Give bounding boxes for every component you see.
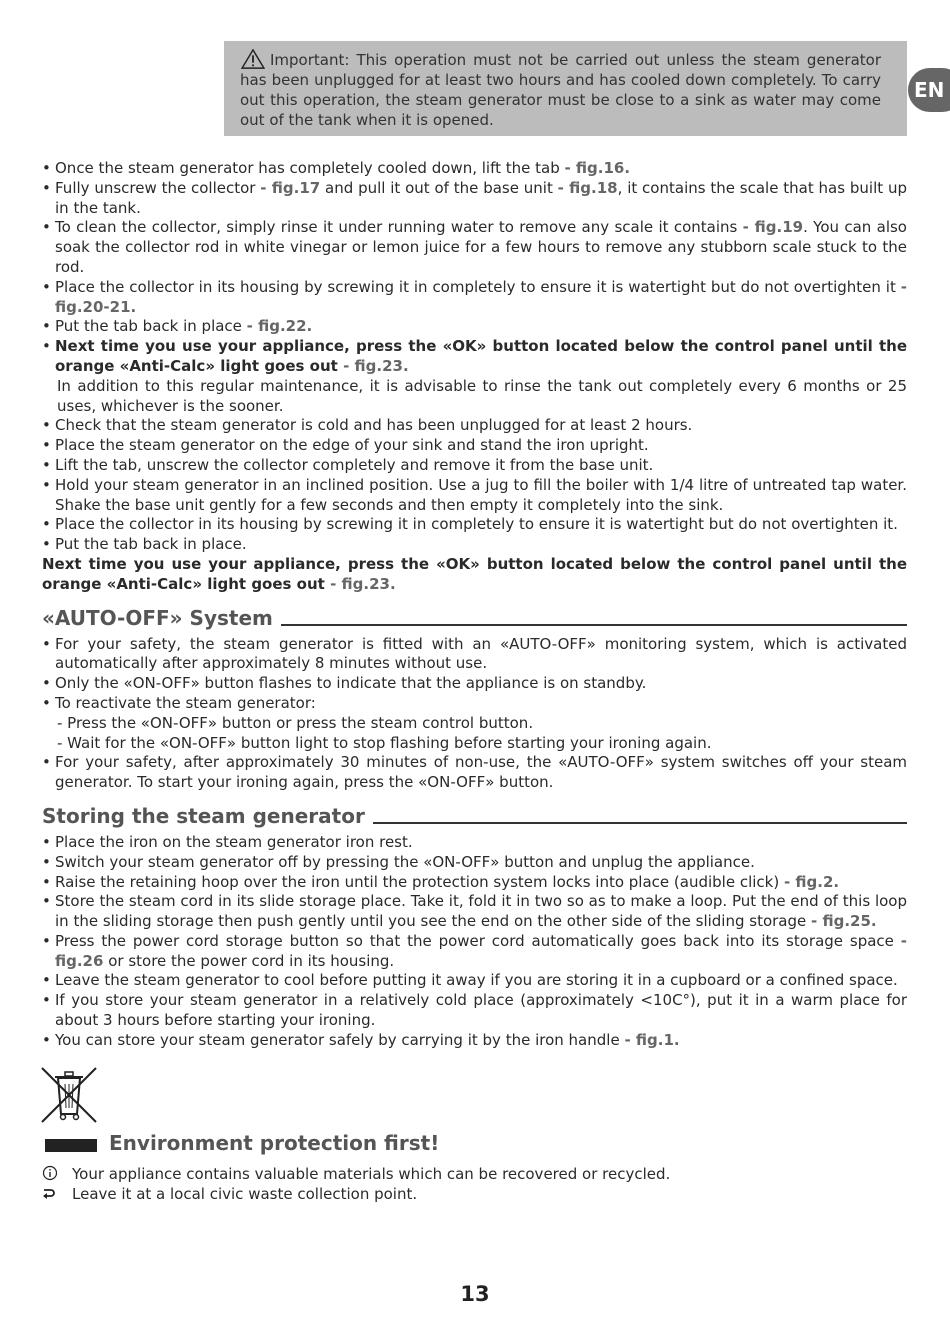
info-icon	[42, 1165, 58, 1181]
warning-triangle-icon	[240, 49, 266, 69]
section-title: «AUTO-OFF» System	[42, 605, 273, 630]
heading-rule	[373, 822, 907, 824]
list-item: • Only the «ON-OFF» button flashes to indicate that the appliance is on standby.	[42, 674, 907, 694]
warning-box	[224, 41, 907, 136]
final-instruction: Next time you use your appliance, press the «OK» button located below the control panel until the orange «Anti-Calc» light goes out - fig.23.	[42, 554, 907, 593]
list-item: • Store the steam cord in its slide storage place. Take it, fold it in two so as to make a loop. Put the end of this loop in the sliding storage then push gently until you see the end on the other side of the sliding storage - fig.25.	[42, 892, 907, 932]
list-item: • Place the collector in its housing by screwing it in completely to ensure it is watertight but do not overtighten it.	[42, 515, 907, 535]
warning-text: Important: This operation must not be carried out unless the steam generator has been unplugged for at least two hours and has cooled down completely. To carry out this operation, the steam generator must be close to a sink as water may come out of the tank when it is opened.	[240, 51, 881, 129]
list-item: • Switch your steam generator off by pressing the «ON-OFF» button and unplug the appliance.	[42, 853, 907, 873]
list-item: • Put the tab back in place.	[42, 535, 907, 555]
list-item: • Raise the retaining hoop over the iron until the protection system locks into place (audible click) - fig.2.	[42, 873, 907, 893]
list-item: • Place the steam generator on the edge of your sink and stand the iron upright.	[42, 436, 907, 456]
environment-line: Leave it at a local civic waste collection point.	[42, 1184, 417, 1204]
heading-rule	[281, 624, 907, 626]
list-item: • For your safety, after approximately 30 minutes of non-use, the «AUTO-OFF» system switches off your steam generator. To start your ironing again, press the «ON-OFF» button.	[42, 753, 907, 793]
list-item: • Place the collector in its housing by screwing it in completely to ensure it is watertight but do not overtighten it - fig.20-21.	[42, 278, 907, 318]
list-item: • Check that the steam generator is cold and has been unplugged for at least 2 hours.	[42, 416, 907, 436]
list-item: • Leave the steam generator to cool before putting it away if you are storing it in a cupboard or a confined space.	[42, 971, 907, 991]
list-item: • For your safety, the steam generator is fitted with an «AUTO-OFF» monitoring system, which is activated automatically after approximately 8 minutes without use.	[42, 635, 907, 675]
list-item: • Hold your steam generator in an inclined position. Use a jug to fill the boiler with 1/4 litre of untreated tap water. Shake the base unit gently for a few seconds and then empty it completely into the sink.	[42, 476, 907, 516]
language-badge: EN	[908, 68, 950, 112]
sub-item: - Wait for the «ON-OFF» button light to stop flashing before starting your ironing again.	[57, 733, 712, 752]
list-item: • Fully unscrew the collector - fig.17 and pull it out of the base unit - fig.18, it contains the scale that has built up in the tank.	[42, 179, 907, 219]
auto-off-heading	[42, 605, 907, 631]
main-content	[42, 159, 907, 1051]
list-item: • Put the tab back in place - fig.22.	[42, 317, 907, 337]
list-item: • If you store your steam generator in a relatively cold place (approximately <10C°), put it in a warm place for about 3 hours before starting your ironing.	[42, 991, 907, 1031]
section-bar	[45, 1139, 97, 1152]
list-item: • Press the power cord storage button so that the power cord automatically goes back into its storage space - fig.26 or store the power cord in its housing.	[42, 932, 907, 972]
crossed-bin-icon	[40, 1064, 98, 1126]
list-item: • To clean the collector, simply rinse it under running water to remove any scale it contains - fig.19. You can also soak the collector rod in white vinegar or lemon juice for a few hours to remove any stubborn scale stuck to the rod.	[42, 218, 907, 277]
list-item: • You can store your steam generator safely by carrying it by the iron handle - fig.1.	[42, 1031, 907, 1051]
arrow-right-icon	[42, 1186, 58, 1200]
storing-heading	[42, 803, 907, 829]
continuation-text: In addition to this regular maintenance, it is advisable to rinse the tank out completely every 6 months or 25 uses, whichever is the sooner.	[57, 376, 907, 415]
page-number: 13	[460, 1282, 490, 1306]
environment-line: Your appliance contains valuable materials which can be recovered or recycled.	[42, 1164, 670, 1184]
list-item: • Place the iron on the steam generator iron rest.	[42, 833, 907, 853]
list-item: • Next time you use your appliance, press the «OK» button located below the control panel until the orange «Anti-Calc» light goes out - fig.23.	[42, 337, 907, 377]
sub-item: - Press the «ON-OFF» button or press the steam control button.	[57, 713, 534, 732]
list-item: • To reactivate the steam generator:	[42, 694, 907, 714]
environment-heading: Environment protection first!	[109, 1131, 440, 1155]
section-title: Storing the steam generator	[42, 803, 365, 828]
list-item: • Lift the tab, unscrew the collector completely and remove it from the base unit.	[42, 456, 907, 476]
list-item: • Once the steam generator has completely cooled down, lift the tab - fig.16.	[42, 159, 907, 179]
